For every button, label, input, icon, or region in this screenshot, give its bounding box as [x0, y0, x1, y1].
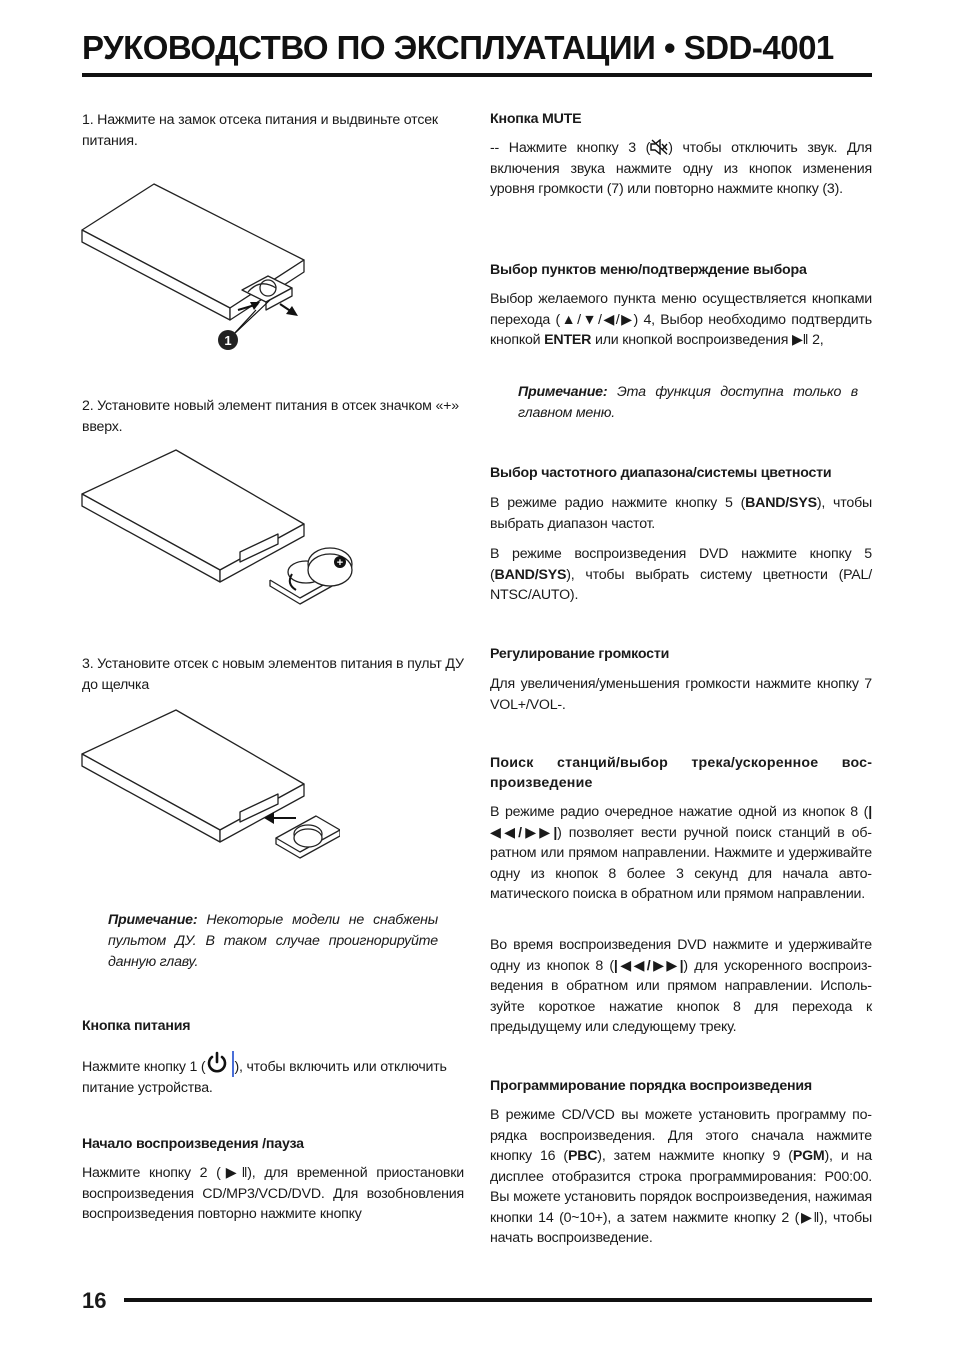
skip-keys-2: |◀◀/▶▶| [613, 957, 684, 974]
band-text-1c: ), чтобы выбрать диапазон частот. [490, 495, 873, 532]
power-text [82, 1050, 464, 1098]
page-title: РУКОВОДСТВО ПО ЭКСПЛУАТАЦИИ • SDD-4001 [82, 29, 834, 66]
mute-text-before: -- Нажмите кнопку 3 ( [490, 140, 651, 156]
program-text-a: В режиме CD/VCD вы можете установить программу порядка воспроизведения. Для этого сначала нажмите кнопку 16 ( [490, 1107, 872, 1164]
page-number: 16 [82, 1288, 107, 1313]
skip-keys-1: |◀◀/▶▶| [490, 804, 872, 841]
tray-insert-illustration [80, 708, 340, 868]
band-key-2: BAND/SYS [494, 566, 567, 583]
step1-text: 1. Нажмите на замок отсека питания и выдвиньте отсек питания. [82, 112, 438, 149]
menu-text-b: или кнопкой воспроизведения ▶ǁ 2, [591, 332, 824, 348]
program-text [490, 1105, 872, 1249]
volume-text: Для увеличения/уменьшения громкости нажмите кнопку 7 VOL+/VOL-. [490, 676, 872, 713]
menu-heading: Выбор пунктов меню/подтверждение выбора [490, 262, 807, 278]
band-text-1 [490, 493, 872, 534]
search-text-1 [490, 802, 872, 905]
play-text: Нажмите кнопку 2 (▶ǁ), для временной приостановки воспроизведения CD/MP3/VCD/DVD. Для возобновления воспроизведения повторно нажмите кнопку [82, 1165, 464, 1222]
search-text-2c: ) для ускоренного воспроизведения в обратном или прямом направлении. Используйте короткое нажатие кнопок 8 для перехода к предыдущему или следующему треку. [490, 957, 872, 1035]
power-icon [205, 1050, 229, 1074]
power-text-before: Нажмите кнопку 1 ( [82, 1059, 206, 1075]
menu-note-label: Примечание: [518, 384, 608, 400]
power-text-after: ), чтобы включить или отключить питание устройства. [82, 1059, 447, 1096]
search-heading: Поиск станций/выбор трека/ускоренное воспроизведение [490, 755, 872, 791]
step3-text: 3. Установите отсек с новым элементов питания в пульт ДУ до щелчка [82, 656, 464, 693]
power-heading: Кнопка питания [82, 1018, 191, 1034]
mute-text [490, 138, 872, 200]
pbc-key: PBC [567, 1148, 598, 1164]
left-note [108, 910, 438, 973]
enter-key-label: ENTER [544, 332, 592, 348]
step1-callout: 1 [224, 333, 232, 348]
program-text-b: ), затем нажмите кнопку 9 ( [597, 1148, 793, 1164]
band-text-2a: В режиме воспроизведения DVD нажмите кнопку 5 ( [490, 546, 872, 583]
remote-open-illustration [80, 180, 320, 360]
band-text-2c: ), чтобы выбрать систему цветности (PAL/ NTSC/AUTO). [490, 566, 872, 603]
svg-text:+: + [336, 557, 344, 569]
menu-text-a: Выбор желаемого пункта меню осуществляется кнопками перехода (▲/▼/◀/▶) 4, Выбор необходимо подтвердить кнопкой [490, 291, 872, 348]
left-note-text: Некоторые модели не снабжены пультом ДУ. В таком случае проигнорируйте данную главу. [108, 912, 438, 970]
menu-note-text: Эта функция доступна только в главном меню. [518, 384, 858, 421]
battery-insert-illustration [80, 448, 370, 616]
program-text-c: ), и на дисплее отобразится строка программирования: P00:00. Вы можете установить порядок воспроизведения, нажимая кнопки 14 (0~10+), а затем нажмите кнопку 2 (▶ǁ), чтобы начать воспроизведение. [490, 1148, 872, 1246]
footer-rule [124, 1298, 872, 1302]
play-heading: Начало воспроизведения /пауза [82, 1136, 304, 1152]
band-key-1: BAND/SYS [745, 495, 817, 511]
band-text-2 [490, 544, 872, 606]
header-rule [82, 73, 872, 77]
menu-note [518, 382, 858, 424]
mute-heading: Кнопка MUTE [490, 111, 582, 127]
search-text-1c: ) позволяет вести ручной поиск станций в обратном или прямом направлении. Нажмите и удерживайте одну из кнопок 8 более 3 секунд для начала автоматического поиска в обратном или прямом направлении. [490, 824, 873, 902]
band-text-1a: В режиме радио нажмите кнопку 5 ( [490, 495, 746, 511]
pgm-key: PGM [792, 1148, 825, 1164]
search-text-2 [490, 935, 872, 1038]
search-text-2a: Во время воспроизведения DVD нажмите и удерживайте одну из кнопок 8 ( [490, 937, 872, 974]
step2-text: 2. Установите новый элемент питания в отсек значком «+» вверх. [82, 398, 459, 435]
band-heading: Выбор частотного диапазона/системы цветности [490, 465, 832, 481]
mute-icon [650, 139, 668, 155]
search-text-1a: В режиме радио очередное нажатие одной из кнопок 8 ( [490, 804, 869, 820]
mute-text-after: ) чтобы отключить звук. Для включения звука нажмите одну из кнопок изменения уровня громкости (7) или повторно нажмите кнопку (3). [490, 140, 872, 197]
volume-heading: Регулирование громкости [490, 646, 670, 662]
program-heading: Программирование порядка воспроизведения [490, 1078, 812, 1094]
menu-text [490, 289, 872, 351]
left-note-label: Примечание: [108, 912, 198, 928]
